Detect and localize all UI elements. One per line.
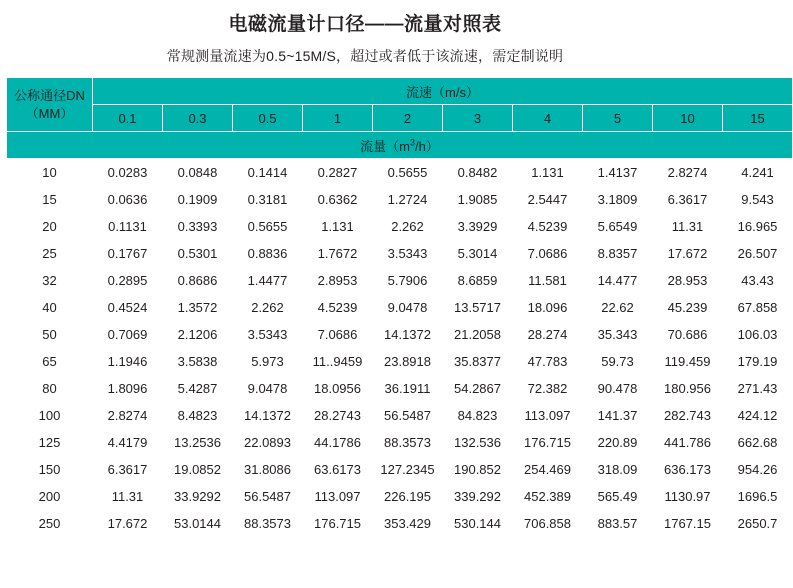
cell-flow: 424.12 bbox=[723, 402, 793, 429]
cell-dn: 65 bbox=[7, 348, 93, 375]
cell-flow: 22.0893 bbox=[233, 429, 303, 456]
cell-flow: 565.49 bbox=[583, 483, 653, 510]
cell-flow: 13.2536 bbox=[163, 429, 233, 456]
cell-dn: 20 bbox=[7, 213, 93, 240]
header-velocity-0.5: 0.5 bbox=[233, 105, 303, 132]
cell-flow: 1.8096 bbox=[93, 375, 163, 402]
header-row-velocities bbox=[7, 105, 793, 132]
cell-flow: 179.19 bbox=[723, 348, 793, 375]
cell-flow: 190.852 bbox=[443, 456, 513, 483]
cell-flow: 56.5487 bbox=[373, 402, 443, 429]
cell-flow: 441.786 bbox=[653, 429, 723, 456]
cell-flow: 4.5239 bbox=[513, 213, 583, 240]
header-velocity-1: 1 bbox=[303, 105, 373, 132]
cell-flow: 0.3393 bbox=[163, 213, 233, 240]
cell-flow: 72.382 bbox=[513, 375, 583, 402]
cell-flow: 113.097 bbox=[513, 402, 583, 429]
cell-flow: 59.73 bbox=[583, 348, 653, 375]
table-row bbox=[7, 240, 793, 267]
cell-flow: 17.672 bbox=[93, 510, 163, 537]
cell-flow: 14.1372 bbox=[233, 402, 303, 429]
cell-flow: 18.0956 bbox=[303, 375, 373, 402]
cell-flow: 2650.7 bbox=[723, 510, 793, 537]
cell-dn: 15 bbox=[7, 186, 93, 213]
table-header bbox=[7, 78, 793, 159]
cell-flow: 226.195 bbox=[373, 483, 443, 510]
cell-flow: 28.274 bbox=[513, 321, 583, 348]
header-row-top bbox=[7, 78, 793, 105]
cell-flow: 1.7672 bbox=[303, 240, 373, 267]
cell-flow: 0.1131 bbox=[93, 213, 163, 240]
table-row bbox=[7, 186, 793, 213]
cell-flow: 0.5655 bbox=[233, 213, 303, 240]
cell-flow: 1.131 bbox=[513, 159, 583, 186]
cell-flow: 0.0848 bbox=[163, 159, 233, 186]
cell-flow: 2.262 bbox=[373, 213, 443, 240]
cell-flow: 0.8836 bbox=[233, 240, 303, 267]
cell-dn: 50 bbox=[7, 321, 93, 348]
cell-flow: 0.0283 bbox=[93, 159, 163, 186]
cell-flow: 17.672 bbox=[653, 240, 723, 267]
cell-flow: 176.715 bbox=[513, 429, 583, 456]
table-body bbox=[7, 159, 793, 537]
cell-flow: 45.239 bbox=[653, 294, 723, 321]
cell-flow: 0.1414 bbox=[233, 159, 303, 186]
cell-flow: 88.3573 bbox=[373, 429, 443, 456]
cell-flow: 180.956 bbox=[653, 375, 723, 402]
cell-flow: 0.1767 bbox=[93, 240, 163, 267]
cell-flow: 662.68 bbox=[723, 429, 793, 456]
cell-flow: 11.581 bbox=[513, 267, 583, 294]
cell-flow: 54.2867 bbox=[443, 375, 513, 402]
cell-flow: 954.26 bbox=[723, 456, 793, 483]
cell-flow: 35.8377 bbox=[443, 348, 513, 375]
cell-flow: 84.823 bbox=[443, 402, 513, 429]
table-row bbox=[7, 483, 793, 510]
header-velocity-10: 10 bbox=[653, 105, 723, 132]
cell-flow: 1.4137 bbox=[583, 159, 653, 186]
cell-flow: 18.096 bbox=[513, 294, 583, 321]
cell-flow: 19.0852 bbox=[163, 456, 233, 483]
flow-unit-label bbox=[7, 132, 793, 159]
table-row bbox=[7, 213, 793, 240]
table-row bbox=[7, 267, 793, 294]
cell-flow: 883.57 bbox=[583, 510, 653, 537]
cell-flow: 318.09 bbox=[583, 456, 653, 483]
header-dn-line2: （MM） bbox=[25, 105, 74, 121]
cell-flow: 88.3573 bbox=[233, 510, 303, 537]
cell-flow: 0.2895 bbox=[93, 267, 163, 294]
header-dn bbox=[7, 78, 93, 132]
cell-flow: 0.7069 bbox=[93, 321, 163, 348]
cell-flow: 271.43 bbox=[723, 375, 793, 402]
cell-flow: 8.6859 bbox=[443, 267, 513, 294]
cell-flow: 0.0636 bbox=[93, 186, 163, 213]
cell-flow: 47.783 bbox=[513, 348, 583, 375]
cell-flow: 0.8686 bbox=[163, 267, 233, 294]
flow-conversion-table bbox=[6, 77, 793, 537]
cell-flow: 7.0686 bbox=[513, 240, 583, 267]
cell-flow: 0.2827 bbox=[303, 159, 373, 186]
table-row bbox=[7, 375, 793, 402]
cell-flow: 11.31 bbox=[653, 213, 723, 240]
cell-dn: 80 bbox=[7, 375, 93, 402]
cell-flow: 22.62 bbox=[583, 294, 653, 321]
table-row bbox=[7, 429, 793, 456]
header-velocity-15: 15 bbox=[723, 105, 793, 132]
table-row bbox=[7, 321, 793, 348]
cell-flow: 1767.15 bbox=[653, 510, 723, 537]
cell-flow: 2.8274 bbox=[653, 159, 723, 186]
cell-flow: 3.5343 bbox=[233, 321, 303, 348]
cell-flow: 127.2345 bbox=[373, 456, 443, 483]
cell-flow: 1130.97 bbox=[653, 483, 723, 510]
cell-flow: 31.8086 bbox=[233, 456, 303, 483]
cell-flow: 16.965 bbox=[723, 213, 793, 240]
header-velocity-2: 2 bbox=[373, 105, 443, 132]
cell-flow: 70.686 bbox=[653, 321, 723, 348]
cell-flow: 2.8274 bbox=[93, 402, 163, 429]
cell-flow: 220.89 bbox=[583, 429, 653, 456]
cell-flow: 35.343 bbox=[583, 321, 653, 348]
cell-flow: 56.5487 bbox=[233, 483, 303, 510]
header-dn-line1: 公称通径DN bbox=[14, 87, 85, 103]
cell-dn: 100 bbox=[7, 402, 93, 429]
cell-flow: 452.389 bbox=[513, 483, 583, 510]
cell-flow: 0.8482 bbox=[443, 159, 513, 186]
flow-unit-suffix: /h） bbox=[415, 138, 439, 154]
cell-flow: 36.1911 bbox=[373, 375, 443, 402]
table-row bbox=[7, 456, 793, 483]
cell-flow: 63.6173 bbox=[303, 456, 373, 483]
cell-flow: 6.3617 bbox=[653, 186, 723, 213]
header-velocity-5: 5 bbox=[583, 105, 653, 132]
cell-flow: 0.6362 bbox=[303, 186, 373, 213]
cell-flow: 1.4477 bbox=[233, 267, 303, 294]
cell-flow: 113.097 bbox=[303, 483, 373, 510]
cell-flow: 5.6549 bbox=[583, 213, 653, 240]
cell-flow: 1.1946 bbox=[93, 348, 163, 375]
table-row bbox=[7, 348, 793, 375]
cell-flow: 353.429 bbox=[373, 510, 443, 537]
cell-flow: 53.0144 bbox=[163, 510, 233, 537]
cell-flow: 0.5655 bbox=[373, 159, 443, 186]
cell-flow: 44.1786 bbox=[303, 429, 373, 456]
cell-flow: 11..9459 bbox=[303, 348, 373, 375]
table-row bbox=[7, 294, 793, 321]
header-velocity-0.1: 0.1 bbox=[93, 105, 163, 132]
table-row bbox=[7, 510, 793, 537]
cell-dn: 200 bbox=[7, 483, 93, 510]
cell-flow: 1696.5 bbox=[723, 483, 793, 510]
cell-flow: 636.173 bbox=[653, 456, 723, 483]
cell-flow: 8.4823 bbox=[163, 402, 233, 429]
cell-dn: 25 bbox=[7, 240, 93, 267]
cell-flow: 3.5838 bbox=[163, 348, 233, 375]
cell-flow: 26.507 bbox=[723, 240, 793, 267]
cell-flow: 132.536 bbox=[443, 429, 513, 456]
cell-flow: 33.9292 bbox=[163, 483, 233, 510]
cell-dn: 32 bbox=[7, 267, 93, 294]
cell-flow: 2.5447 bbox=[513, 186, 583, 213]
cell-flow: 1.3572 bbox=[163, 294, 233, 321]
cell-flow: 4.5239 bbox=[303, 294, 373, 321]
cell-flow: 5.7906 bbox=[373, 267, 443, 294]
cell-flow: 119.459 bbox=[653, 348, 723, 375]
flow-unit-prefix: 流量（m bbox=[360, 138, 411, 154]
cell-flow: 1.131 bbox=[303, 213, 373, 240]
cell-flow: 5.973 bbox=[233, 348, 303, 375]
header-velocity-3: 3 bbox=[443, 105, 513, 132]
table-row bbox=[7, 159, 793, 186]
cell-flow: 14.477 bbox=[583, 267, 653, 294]
cell-flow: 339.292 bbox=[443, 483, 513, 510]
cell-dn: 10 bbox=[7, 159, 93, 186]
cell-flow: 176.715 bbox=[303, 510, 373, 537]
page-title: 电磁流量计口径——流量对照表 bbox=[228, 14, 502, 35]
cell-flow: 14.1372 bbox=[373, 321, 443, 348]
cell-flow: 2.1206 bbox=[163, 321, 233, 348]
cell-flow: 21.2058 bbox=[443, 321, 513, 348]
cell-flow: 9.543 bbox=[723, 186, 793, 213]
cell-flow: 0.3181 bbox=[233, 186, 303, 213]
cell-flow: 0.1909 bbox=[163, 186, 233, 213]
cell-flow: 7.0686 bbox=[303, 321, 373, 348]
cell-flow: 6.3617 bbox=[93, 456, 163, 483]
header-velocity-4: 4 bbox=[513, 105, 583, 132]
cell-flow: 3.5343 bbox=[373, 240, 443, 267]
cell-flow: 11.31 bbox=[93, 483, 163, 510]
header-velocity-0.3: 0.3 bbox=[163, 105, 233, 132]
cell-flow: 530.144 bbox=[443, 510, 513, 537]
table-row bbox=[7, 402, 793, 429]
cell-flow: 3.1809 bbox=[583, 186, 653, 213]
cell-flow: 2.8953 bbox=[303, 267, 373, 294]
cell-flow: 28.2743 bbox=[303, 402, 373, 429]
cell-flow: 706.858 bbox=[513, 510, 583, 537]
cell-flow: 0.4524 bbox=[93, 294, 163, 321]
cell-dn: 250 bbox=[7, 510, 93, 537]
flow-unit-band bbox=[7, 132, 793, 159]
cell-flow: 5.3014 bbox=[443, 240, 513, 267]
cell-flow: 0.5301 bbox=[163, 240, 233, 267]
cell-dn: 40 bbox=[7, 294, 93, 321]
cell-flow: 254.469 bbox=[513, 456, 583, 483]
cell-flow: 13.5717 bbox=[443, 294, 513, 321]
cell-flow: 9.0478 bbox=[373, 294, 443, 321]
cell-dn: 125 bbox=[7, 429, 93, 456]
cell-flow: 8.8357 bbox=[583, 240, 653, 267]
cell-flow: 9.0478 bbox=[233, 375, 303, 402]
header-velocity: 流速（m/s） bbox=[93, 78, 793, 105]
cell-flow: 106.03 bbox=[723, 321, 793, 348]
cell-flow: 282.743 bbox=[653, 402, 723, 429]
cell-flow: 1.2724 bbox=[373, 186, 443, 213]
cell-flow: 1.9085 bbox=[443, 186, 513, 213]
cell-dn: 150 bbox=[7, 456, 93, 483]
cell-flow: 90.478 bbox=[583, 375, 653, 402]
page-subtitle: 常规测量流速为0.5~15M/S，超过或者低于该流速，需定制说明 bbox=[166, 48, 564, 64]
cell-flow: 43.43 bbox=[723, 267, 793, 294]
cell-flow: 5.4287 bbox=[163, 375, 233, 402]
cell-flow: 28.953 bbox=[653, 267, 723, 294]
cell-flow: 4.4179 bbox=[93, 429, 163, 456]
cell-flow: 23.8918 bbox=[373, 348, 443, 375]
cell-flow: 3.3929 bbox=[443, 213, 513, 240]
flow-unit-sup: 3 bbox=[410, 137, 416, 148]
cell-flow: 67.858 bbox=[723, 294, 793, 321]
cell-flow: 4.241 bbox=[723, 159, 793, 186]
cell-flow: 141.37 bbox=[583, 402, 653, 429]
cell-flow: 2.262 bbox=[233, 294, 303, 321]
